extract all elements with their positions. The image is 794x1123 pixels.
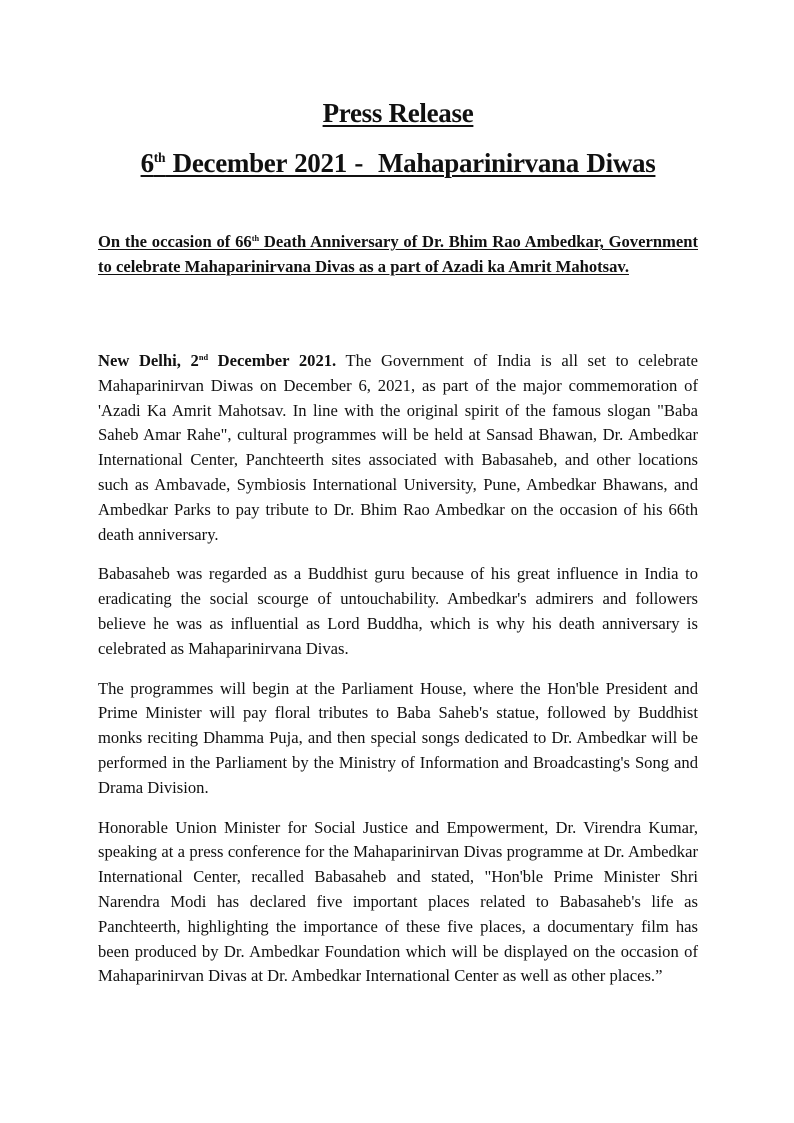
body-paragraph-2: Babasaheb was regarded as a Buddhist guru because of his great influence in India to eradicating the social scourge of untouchability. Ambedkar's admirers and followers believe he was as influential as Lord Buddha, which is why his death anniversary is celebrated as Mahaparinirvana Divas. [98,564,698,658]
subtitle-day: 6 [140,148,154,178]
subhead-part2: Death Anniversary of Dr. Bhim Rao Ambedkar, Government to celebrate Mahaparinirvana Divas as a part of Azadi ka Amrit Mahotsav. [98,232,699,276]
document-body [98,349,698,1004]
subhead-ordinal-suffix: th [251,233,260,243]
subhead-part1: On the occasion of 66 [98,232,252,251]
paragraph-text: The Government of India is all set to celebrate Mahaparinirvan Diwas on December 6, 2021, as part of the major commemoration of 'Azadi Ka Amrit Mahotsav. In line with the original spirit of the famous slogan "Baba Saheb Amar Rahe", cultural programmes will be held at Sansad Bhawan, Dr. Ambedkar International Center, Panchteerth sites associated with Babasaheb, and other locations such as Ambavade, Symbiosis International University, Pune, Ambedkar Bhawans, and Ambedkar Parks to pay tribute to Dr. Bhim Rao Ambedkar on the occasion of his 66th death anniversary. [98,351,699,544]
title-text: Press Release [322,98,474,128]
body-paragraph-1 [98,349,698,547]
dateline [98,351,336,370]
dateline-place: New Delhi, 2 [98,351,199,370]
body-paragraph-3: The programmes will begin at the Parliament House, where the Hon'ble President and Prime Minister will pay floral tributes to Baba Saheb's statue, followed by Buddhist monks reciting Dhamma Puja, and then special songs dedicated to Dr. Ambedkar will be performed in the Parliament by the Ministry of Information and Broadcasting's Song and Drama Division. [98,678,698,797]
summary-heading [98,230,698,279]
dateline-date: December 2021. [208,351,337,370]
dateline-day-suffix: nd [198,352,209,362]
subtitle-rest: December 2021 - Mahaparinirvana Diwas [165,148,656,178]
document-subtitle [98,145,698,181]
document-title [98,96,698,130]
subtitle-day-suffix: th [153,149,166,165]
body-paragraph-4: Honorable Union Minister for Social Justice and Empowerment, Dr. Virendra Kumar, speaking at a press conference for the Mahaparinirvan Divas programme at Dr. Ambedkar International Center, recalled Babasaheb and stated, "Hon'ble Prime Minister Shri Narendra Modi has declared five important places related to Babasaheb's life as Panchteerth, highlighting the importance of these five places, a documentary film has been produced by Dr. Ambedkar Foundation which will be displayed on the occasion of Mahaparinirvan Divas at Dr. Ambedkar International Center as well as other places.” [98,817,698,986]
